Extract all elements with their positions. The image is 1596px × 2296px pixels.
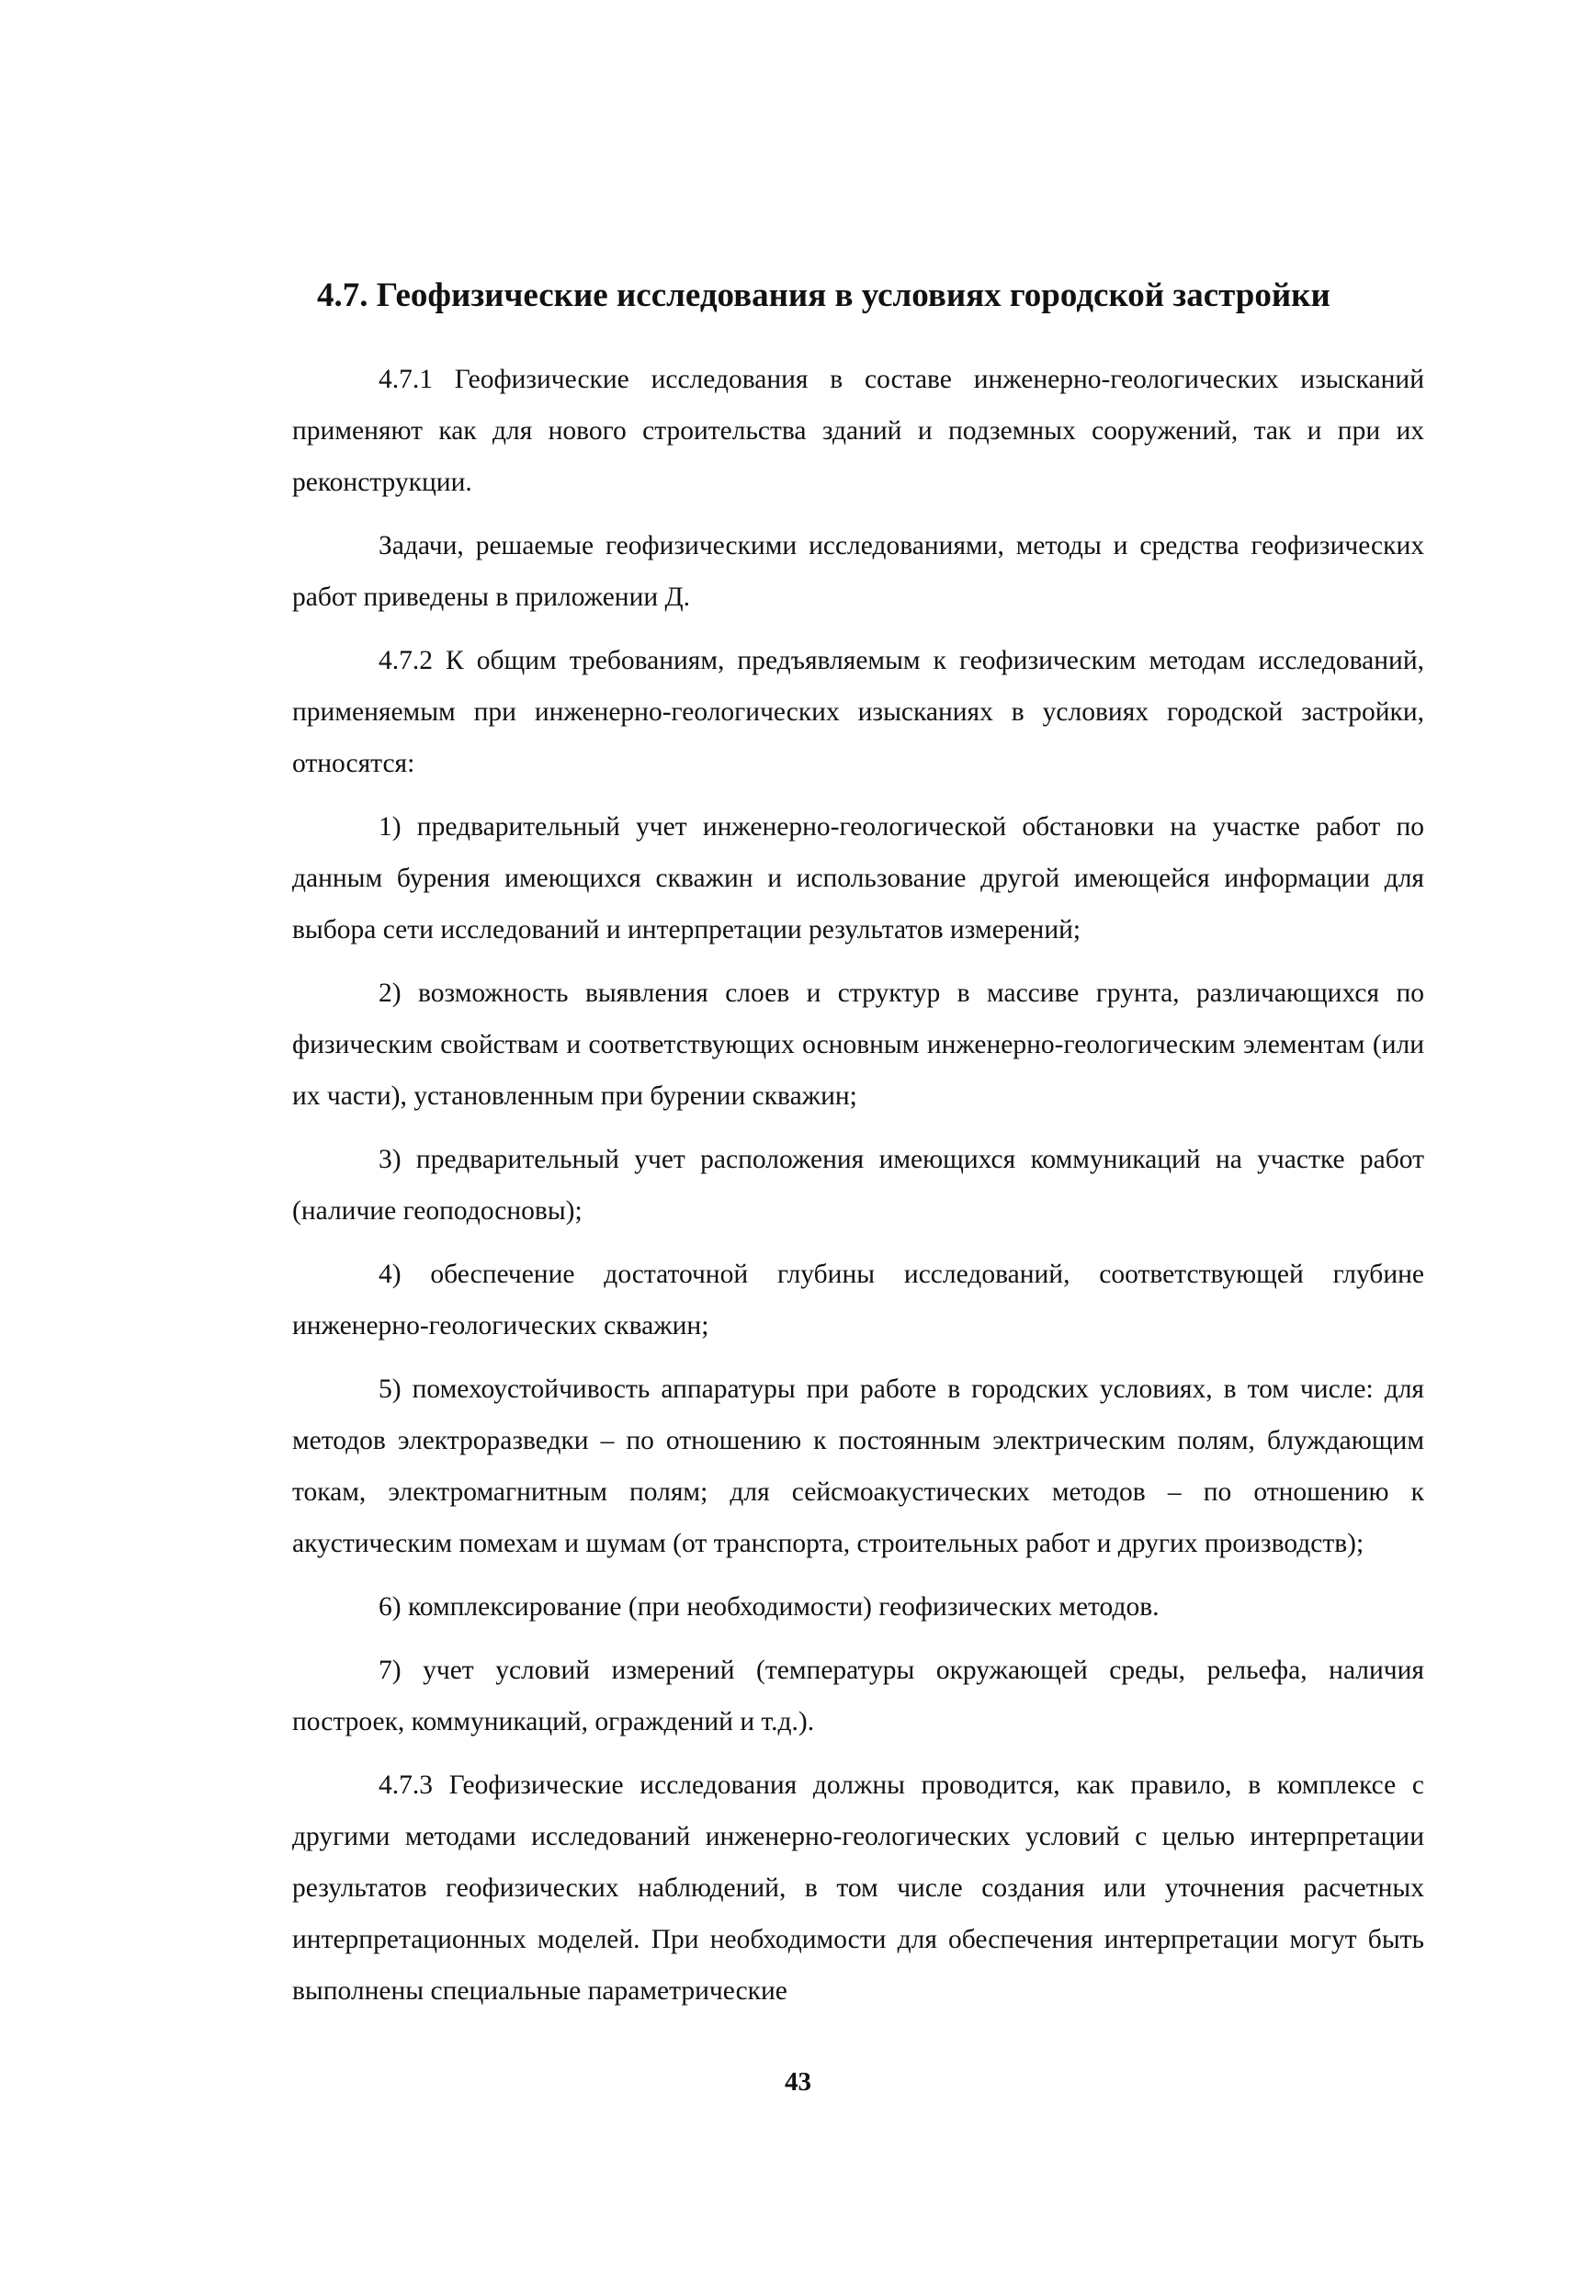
- paragraph-4-7-2: 4.7.2 К общим требованиям, предъявляемым к геофизическим методам исследований, применяемым при инженерно-геологических изысканиях в условиях городской застройки, относятся:: [292, 646, 1424, 778]
- list-item-4: 4) обеспечение достаточной глубины исследований, соответствующей глубине инженерно-геологических скважин;: [292, 1260, 1424, 1340]
- list-item-3: 3) предварительный учет расположения имеющихся коммуникаций на участке работ (наличие геоподосновы);: [292, 1145, 1424, 1226]
- list-item-7: 7) учет условий измерений (температуры окружающей среды, рельефа, наличия построек, коммуникаций, ограждений и т.д.).: [292, 1656, 1424, 1736]
- list-item-6: 6) комплексирование (при необходимости) геофизических методов.: [379, 1592, 1160, 1622]
- paragraph-4-7-3: 4.7.3 Геофизические исследования должны проводится, как правило, в комплексе с другими методами исследований инженерно-геологических условий с целью интерпретации результатов геофизических наблюдений, в том числе создания или уточнения расчетных интерпретационных моделей. При необходимости для обеспечения интерпретации могут быть выполнены специальные параметрические: [292, 1770, 1424, 2006]
- list-item-1: 1) предварительный учет инженерно-геологической обстановки на участке работ по данным бурения имеющихся скважин и использование другой имеющейся информации для выбора сети исследований и интерпретации результатов измерений;: [292, 812, 1424, 944]
- list-item-5: 5) помехоустойчивость аппаратуры при работе в городских условиях, в том числе: для методов электроразведки – по отношению к постоянным электрическим полям, блуждающим токам, электромагнитным полям; для сейсмоакустических методов – по отношению к акустическим помехам и шумам (от транспорта, строительных работ и других производств);: [292, 1374, 1424, 1558]
- section-body: [292, 354, 1424, 2029]
- list-item-2: 2) возможность выявления слоев и структур в массиве грунта, различающихся по физическим свойствам и соответствующих основным инженерно-геологическим элементам (или их части), установленным при бурении скважин;: [292, 978, 1424, 1111]
- paragraph-4-7-1: 4.7.1 Геофизические исследования в составе инженерно-геологических изысканий применяют как для нового строительства зданий и подземных сооружений, так и при их реконструкции.: [292, 365, 1424, 497]
- paragraph-tasks: Задачи, решаемые геофизическими исследованиями, методы и средства геофизических работ приведены в приложении Д.: [292, 531, 1424, 612]
- page-number: 43: [785, 2067, 811, 2097]
- section-heading: 4.7. Геофизические исследования в условиях городской застройки: [317, 277, 1330, 314]
